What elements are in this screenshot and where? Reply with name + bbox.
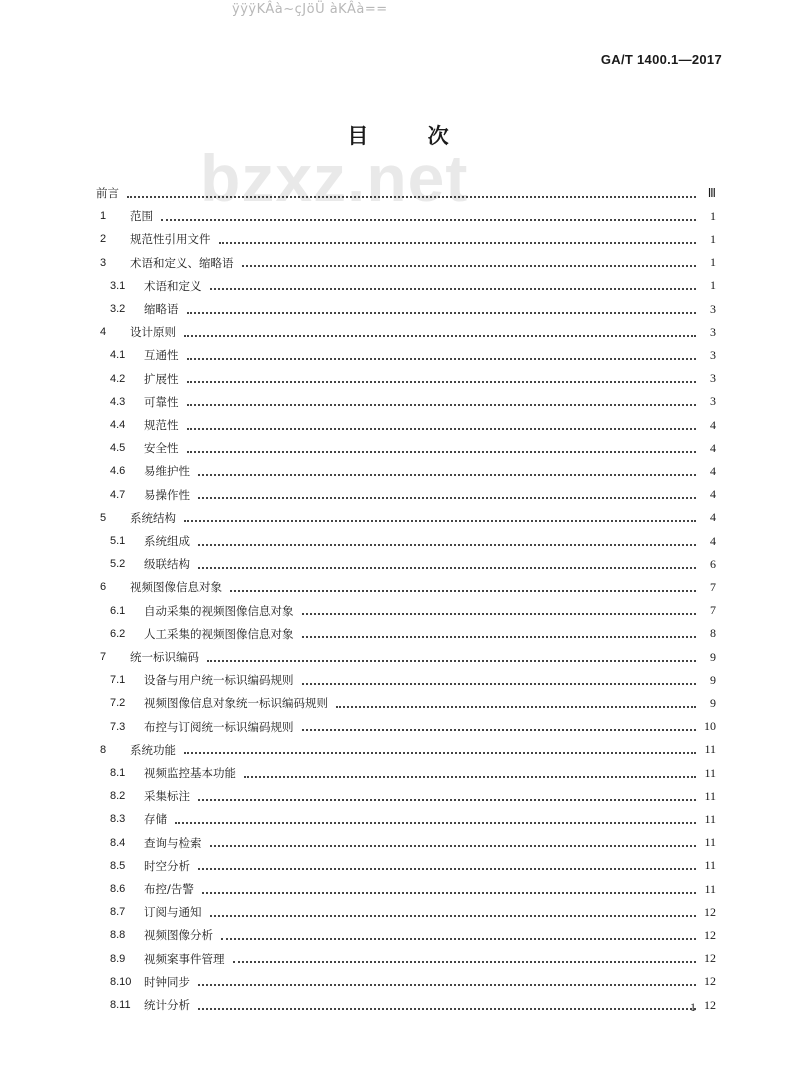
toc-entry-number: 5.1	[110, 535, 126, 547]
toc-entry	[96, 230, 716, 248]
toc-leader-dots	[187, 311, 697, 314]
toc-entry	[96, 578, 716, 596]
toc-entry-number: 4.1	[110, 349, 126, 362]
toc-entry-label: 查询与检索	[144, 835, 202, 850]
toc-leader-dots	[184, 519, 696, 522]
toc-leader-dots	[198, 1007, 696, 1010]
toc-entry-label: 自动采集的视频图像信息对象	[144, 603, 294, 618]
toc-leader-dots	[187, 357, 697, 360]
toc-entry-number: 8.6	[110, 883, 126, 895]
toc-entry-number: 4	[100, 326, 107, 339]
toc-entry-number: 6.2	[110, 627, 126, 640]
toc-entry-page: 1	[710, 208, 716, 223]
toc-entry-label: 范围	[130, 209, 153, 224]
toc-entry	[96, 300, 716, 318]
toc-leader-dots	[187, 427, 697, 430]
toc-entry-page: Ⅲ	[707, 185, 716, 200]
watermark: bzxz.net	[200, 141, 469, 215]
toc-leader-dots	[302, 612, 697, 615]
toc-entry-label: 前言	[96, 186, 119, 200]
toc-entry-label: 缩略语	[144, 302, 179, 316]
toc-entry-number: 6.1	[110, 604, 126, 617]
toc-entry-page: 3	[710, 301, 716, 316]
toc-entry-page: 8	[710, 626, 716, 641]
toc-entry-number: 8.7	[110, 906, 126, 919]
toc-entry-page: 3	[710, 347, 716, 362]
toc-entry	[96, 880, 716, 898]
toc-entry-page: 11	[704, 742, 716, 757]
toc-entry-page: 12	[704, 951, 716, 966]
toc-leader-dots	[127, 195, 696, 198]
toc-entry-number: 7.2	[110, 697, 126, 710]
toc-entry-label: 规范性引用文件	[130, 232, 211, 247]
toc-entry-label: 视频案事件管理	[144, 951, 225, 966]
toc-entry-number: 4.6	[110, 465, 126, 478]
toc-leader-dots	[302, 682, 697, 685]
toc-entry	[96, 741, 716, 759]
toc-entry-label: 系统结构	[130, 510, 176, 525]
toc-entry	[96, 996, 716, 1014]
toc-leader-dots	[198, 867, 696, 870]
toc-entry-number: 7.1	[110, 674, 126, 687]
toc-entry-label: 统计分析	[144, 998, 190, 1012]
toc-entry-label: 易操作性	[144, 487, 190, 502]
toc-leader-dots	[210, 287, 697, 290]
toc-entry-page: 12	[704, 904, 716, 919]
toc-entry-number: 8.5	[110, 859, 126, 872]
toc-leader-dots	[175, 821, 696, 824]
toc-entry-number: 8.10	[110, 975, 132, 988]
toc-leader-dots	[207, 659, 696, 662]
toc-entry	[96, 370, 716, 388]
toc-leader-dots	[210, 844, 697, 847]
toc-entry-page: 3	[710, 371, 716, 386]
toc-entry-page: 4	[710, 463, 716, 478]
toc-leader-dots	[230, 589, 696, 592]
toc-entry-page: 11	[704, 858, 716, 873]
toc-entry	[96, 486, 716, 504]
toc-entry-number: 8.8	[110, 929, 126, 942]
toc-leader-dots	[210, 914, 697, 917]
toc-entry	[96, 671, 716, 689]
toc-entry-label: 术语和定义	[144, 278, 202, 293]
toc-entry-number: 2	[100, 233, 107, 246]
toc-entry-number: 8	[100, 743, 107, 756]
toc-entry	[96, 857, 716, 875]
toc-entry	[96, 903, 716, 921]
toc-entry-page: 6	[710, 556, 716, 571]
toc-entry-label: 统一标识编码	[130, 650, 199, 664]
toc-entry-label: 扩展性	[144, 371, 179, 386]
toc-entry	[96, 648, 716, 666]
toc-entry-label: 安全性	[144, 441, 179, 456]
toc-entry	[96, 323, 716, 341]
toc-entry-label: 视频图像分析	[144, 928, 213, 943]
toc-entry	[96, 532, 716, 550]
toc-entry-number: 5	[100, 511, 107, 524]
toc-leader-dots	[187, 380, 697, 383]
toc-leader-dots	[184, 334, 696, 337]
toc-entry-number: 4.4	[110, 419, 126, 431]
standard-number: GA/T 1400.1—2017	[600, 52, 722, 67]
header-garbled-text: ÿÿÿKÂà~çJöÜ àKÂà==	[232, 2, 388, 17]
toc-entry-page: 4	[710, 510, 716, 525]
toc-entry-label: 可靠性	[144, 394, 179, 409]
toc-entry-number: 4.7	[110, 488, 126, 501]
toc-leader-dots	[187, 450, 697, 453]
toc-leader-dots	[336, 705, 696, 708]
toc-entry-number: 7	[100, 651, 107, 663]
toc-entry-number: 6	[100, 581, 107, 594]
toc-entry-label: 规范性	[144, 418, 179, 432]
toc-entry	[96, 509, 716, 527]
toc-entry	[96, 764, 716, 782]
toc-entry-label: 存储	[144, 812, 167, 827]
toc-leader-dots	[221, 937, 696, 940]
toc-entry	[96, 810, 716, 828]
toc-entry-label: 设计原则	[130, 325, 176, 340]
toc-entry-page: 9	[710, 695, 716, 710]
toc-entry-page: 3	[710, 394, 716, 409]
toc-entry-number: 8.4	[110, 836, 126, 849]
toc-leader-dots	[184, 751, 696, 754]
toc-leader-dots	[202, 891, 696, 894]
toc-entry	[96, 718, 716, 736]
toc-leader-dots	[302, 635, 697, 638]
toc-entry-number: 8.3	[110, 813, 126, 826]
toc-entry-label: 采集标注	[144, 789, 190, 804]
toc-entry-page: 1	[710, 255, 716, 270]
toc-leader-dots	[198, 473, 696, 476]
toc-entry-number: 4.3	[110, 395, 126, 408]
toc-entry	[96, 346, 716, 364]
toc-entry-page: 1	[710, 231, 716, 246]
toc-entry-page: 4	[710, 417, 716, 432]
toc-leader-dots	[302, 728, 697, 731]
toc-leader-dots	[187, 403, 697, 406]
toc-entry-label: 时钟同步	[144, 974, 190, 989]
toc-entry-page: 9	[710, 672, 716, 687]
page-number: 1	[690, 1000, 696, 1014]
toc-entry	[96, 694, 716, 712]
toc-entry-number: 4.5	[110, 442, 126, 455]
toc-entry-page: 7	[710, 579, 716, 594]
toc-entry-label: 系统组成	[144, 534, 190, 548]
toc-entry	[96, 555, 716, 573]
toc-leader-dots	[244, 775, 696, 778]
toc-entry	[96, 393, 716, 411]
toc-entry-label: 易维护性	[144, 464, 190, 479]
toc-entry-page: 1	[710, 278, 716, 293]
toc-entry-page: 11	[704, 788, 716, 803]
toc-entry-label: 布控与订阅统一标识编码规则	[144, 719, 294, 734]
toc-entry-label: 视频图像信息对象统一标识编码规则	[144, 696, 328, 711]
toc-entry-page: 12	[704, 974, 716, 989]
toc-leader-dots	[161, 218, 696, 221]
toc-entry-number: 8.2	[110, 790, 126, 803]
toc-entry	[96, 207, 716, 225]
toc-entry	[96, 254, 716, 272]
toc-entry	[96, 602, 716, 620]
toc-leader-dots	[198, 798, 696, 801]
toc-entry-label: 术语和定义、缩略语	[130, 255, 234, 270]
toc-entry-label: 级联结构	[144, 557, 190, 572]
toc-entry-label: 时空分析	[144, 858, 190, 873]
toc-entry	[96, 950, 716, 968]
toc-entry-label: 互通性	[144, 348, 179, 363]
toc-entry-number: 7.3	[110, 720, 126, 733]
toc-entry	[96, 416, 716, 434]
toc-entry-page: 11	[704, 835, 716, 850]
toc-entry-page: 11	[704, 811, 716, 826]
toc-entry-page: 11	[704, 881, 716, 896]
toc-entry-page: 4	[710, 487, 716, 502]
toc-entry	[96, 834, 716, 852]
toc-entry-number: 8.11	[110, 999, 131, 1011]
toc-leader-dots	[233, 960, 697, 963]
toc-leader-dots	[242, 264, 697, 267]
toc-leader-dots	[198, 566, 696, 569]
toc-entry	[96, 462, 716, 480]
toc-leader-dots	[198, 983, 696, 986]
toc-entry-page: 7	[710, 603, 716, 618]
toc-entry	[96, 277, 716, 295]
toc-entry-label: 布控/告警	[144, 882, 194, 896]
toc-entry-label: 设备与用户统一标识编码规则	[144, 673, 294, 688]
toc-entry-label: 视频监控基本功能	[144, 766, 236, 780]
toc-entry-number: 3.1	[110, 279, 126, 292]
toc-entry-number: 8.9	[110, 952, 126, 965]
toc-entry-page: 12	[704, 927, 716, 942]
toc-leader-dots	[198, 543, 696, 546]
toc-entry-page: 12	[704, 997, 716, 1012]
toc-entry	[96, 439, 716, 457]
toc-leader-dots	[219, 241, 697, 244]
toc-entry-page: 3	[710, 324, 716, 339]
toc-entry-number: 5.2	[110, 558, 126, 571]
toc-entry	[96, 625, 716, 643]
toc-entry-label: 系统功能	[130, 742, 176, 757]
toc-entry-number: 4.2	[110, 372, 126, 385]
toc-entry-number: 3.2	[110, 303, 126, 315]
toc-entry-page: 9	[710, 649, 716, 664]
toc-leader-dots	[198, 496, 696, 499]
toc-entry-page: 11	[704, 765, 716, 780]
page-title: 目 次	[347, 124, 475, 148]
toc-entry-number: 1	[100, 210, 107, 223]
toc-entry	[96, 973, 716, 991]
toc-entry-page: 4	[710, 440, 716, 455]
toc-entry	[96, 184, 716, 202]
toc-entry-number: 3	[100, 256, 107, 269]
toc-entry-label: 订阅与通知	[144, 905, 202, 920]
toc-entry-label: 视频图像信息对象	[130, 580, 222, 595]
toc-entry	[96, 787, 716, 805]
toc-entry-number: 8.1	[110, 767, 126, 779]
toc-entry-page: 4	[710, 533, 716, 548]
toc-entry-label: 人工采集的视频图像信息对象	[144, 626, 294, 641]
toc-entry-page: 10	[704, 719, 716, 734]
toc-entry	[96, 926, 716, 944]
